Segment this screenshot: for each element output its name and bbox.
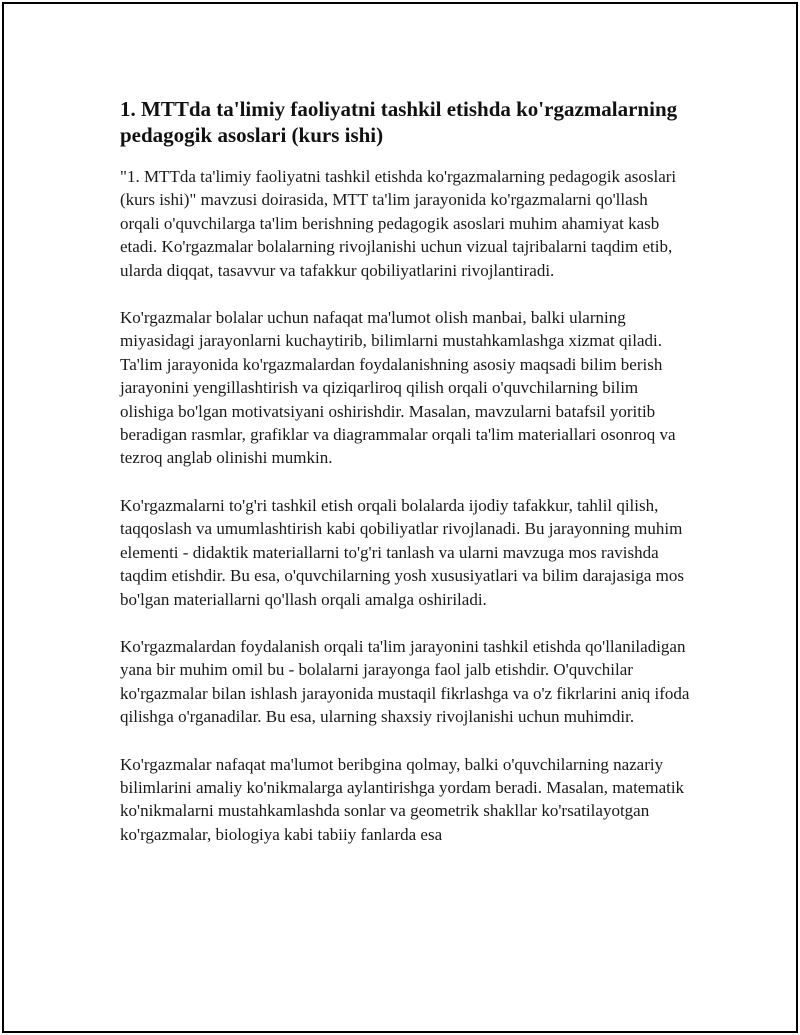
paragraph-5: Ko'rgazmalar nafaqat ma'lumot beribgina qolmay, balki o'quvchilarning nazariy bilimlarini amaliy ko'nikmalarga aylantirishga yordam beradi. Masalan, matematik ko'nikmalarni mustahkamlashda sonlar va geometrik shakllar ko'rsatilayotgan ko'rgazmalar, biologiya kabi tabiiy fanlarda esa <box>120 754 685 844</box>
document-body <box>120 96 690 870</box>
document-page <box>2 2 798 1033</box>
paragraph-3: Ko'rgazmalarni to'g'ri tashkil etish orqali bolalarda ijodiy tafakkur, tahlil qilish, taqqoslash va umumlashtirish kabi qobiliyatlar rivojlanadi. Bu jarayonning muhim elementi - didaktik materiallarni to'g'ri tanlash va ularni mavzuga mos ravishda taqdim etishdir. Bu esa, o'quvchilarning yosh xususiyatlari va bilim darajasiga mos bo'lgan materiallarni qo'llash orqali amalga oshiriladi. <box>120 495 684 609</box>
document-title: 1. MTTda ta'limiy faoliyatni tashkil etishda ko'rgazmalarning pedagogik asoslari (kurs ishi) <box>120 97 678 147</box>
paragraph-2: Ko'rgazmalar bolalar uchun nafaqat ma'lumot olish manbai, balki ularning miyasidagi jarayonlarni kuchaytirib, bilimlarni mustahkamlashga xizmat qiladi. Ta'lim jarayonida ko'rgazmalardan foydalanishning asosiy maqsadi bilim berish jarayonini yengillashtirish va qiziqarliroq qilish orqali o'quvchilarning bilim olishiga bo'lgan motivatsiyani oshirishdir. Masalan, mavzularni batafsil yoritib beradigan rasmlar, grafiklar va diagrammalar orqali ta'lim materiallari osonroq va tezroq anglab olinishi mumkin. <box>120 308 676 468</box>
paragraph-4: Ko'rgazmalardan foydalanish orqali ta'lim jarayonini tashkil etishda qo'llaniladigan yana bir muhim omil bu - bolalarni jarayonga faol jalb etishdir. O'quvchilar ko'rgazmalar bilan ishlash jarayonida mustaqil fikrlashga va o'z fikrlarini aniq ifoda qilishga o'rganadilar. Bu esa, ularning shaxsiy rivojlanishi uchun muhimdir. <box>120 636 690 727</box>
paragraph-1: "1. MTTda ta'limiy faoliyatni tashkil etishda ko'rgazmalarning pedagogik asoslari (kurs ishi)" mavzusi doirasida, MTT ta'lim jarayonida ko'rgazmalarni qo'llash orqali o'quvchilarga ta'lim berishning pedagogik asoslari muhim ahamiyat kasb etadi. Ko'rgazmalar bolalarning rivojlanishi uchun vizual tajribalarni taqdim etib, ularda diqqat, tasavvur va tafakkur qobiliyatlarini rivojlantiradi. <box>120 167 677 280</box>
